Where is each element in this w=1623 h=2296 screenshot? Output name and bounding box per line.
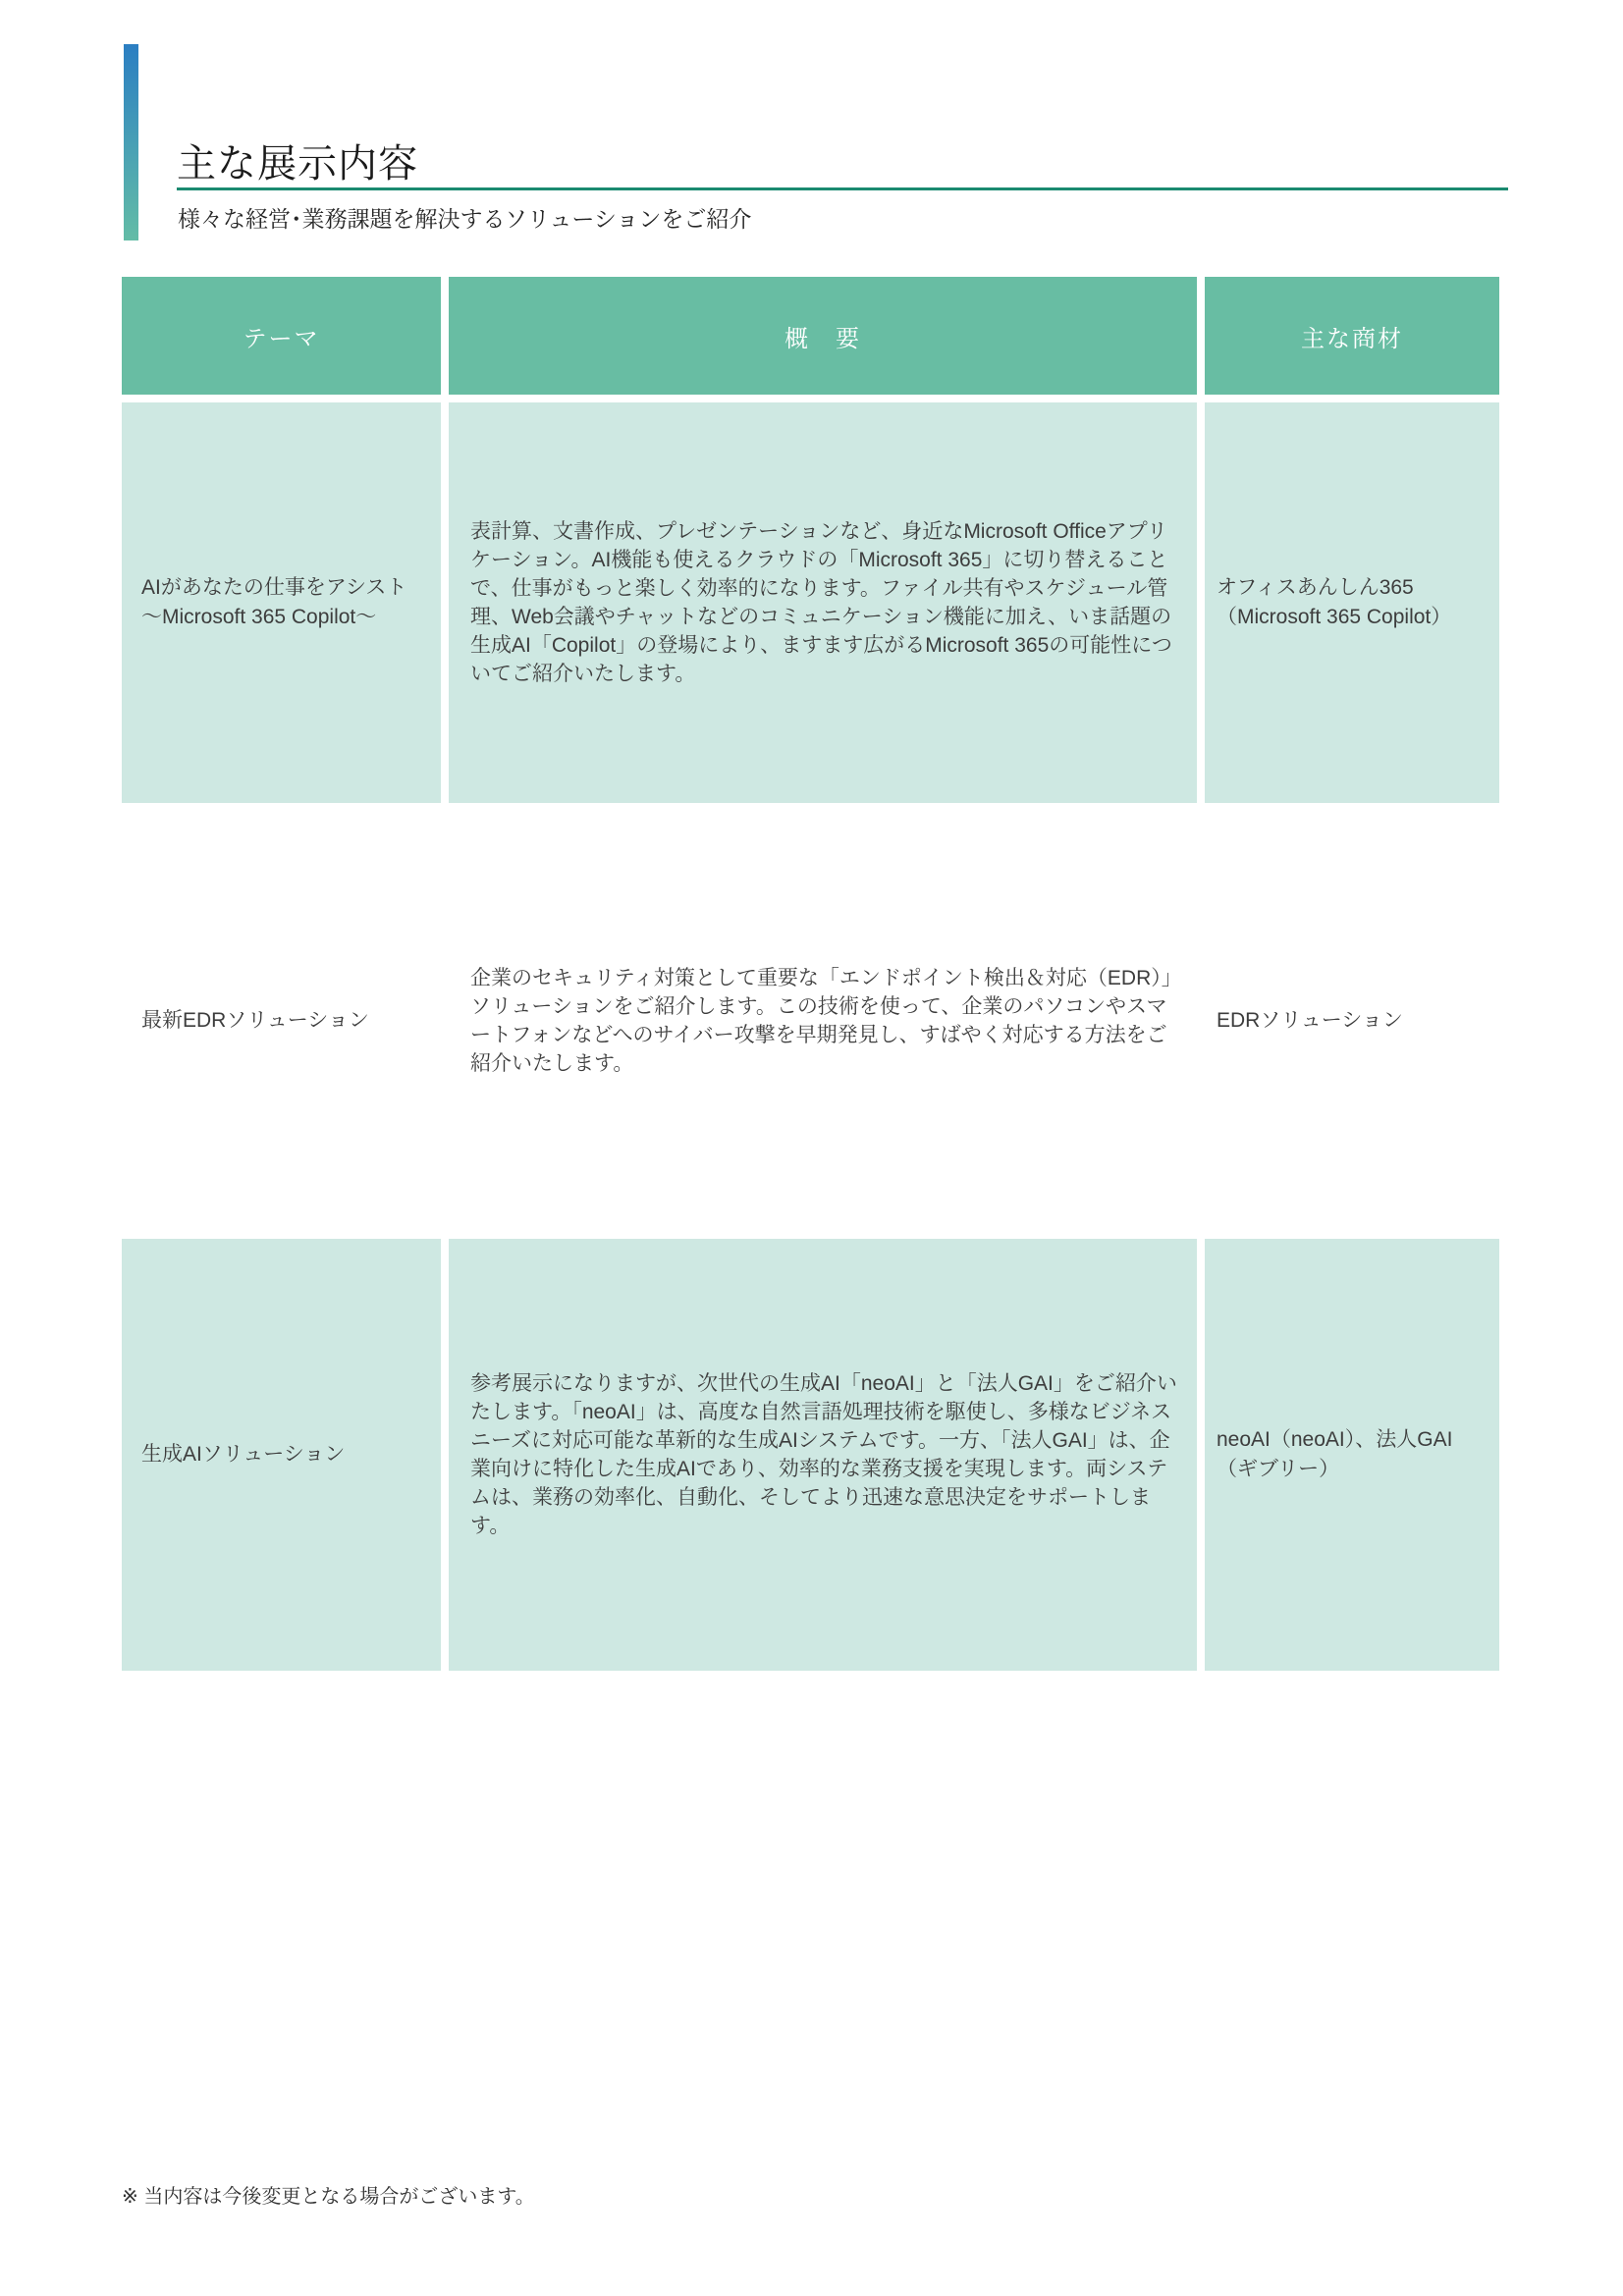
header-label-theme: テーマ — [243, 325, 320, 352]
header-cell-products — [1205, 277, 1499, 395]
title-accent-bar — [124, 44, 138, 240]
header-cell-overview — [449, 277, 1197, 395]
row-3-overview-text: 参考展示になりますが、次世代の生成AI「neoAI」と「法人GAI」をご紹介いたします。「neoAI」は、高度な自然言語処理技術を駆使し、多様なビジネスニーズに対応可能な革新的な生成AIシステムです。一方、「法人GAI」は、企業向けに特化した生成AIであり、効率的な業務支援を実現します。両システムは、業務の効率化、自動化、そしてより迅速な意思決定をサポートします。 — [470, 1372, 1177, 1537]
table-row-1-theme-cell — [122, 402, 441, 803]
table-row-3-theme-cell — [122, 1239, 441, 1671]
row-3-theme-text: 生成AIソリューション — [141, 1443, 346, 1466]
table-row-3-products-cell — [1205, 1239, 1499, 1671]
change-disclaimer-note: ※ 当内容は今後変更となる場合がございます。 — [122, 2186, 535, 2208]
row-1-products-text: オフィスあんしん365（Microsoft 365 Copilot） — [1217, 576, 1452, 628]
table-row-2-overview-cell — [449, 811, 1197, 1231]
table-row-2-theme-cell — [122, 811, 441, 1231]
table-row-1-overview-cell — [449, 402, 1197, 803]
row-1-theme-text: AIがあなたの仕事をアシスト ～Microsoft 365 Copilot～ — [141, 576, 428, 628]
table-row-3-overview-cell — [449, 1239, 1197, 1671]
row-3-products-text: neoAI（neoAI）、法人GAI（ギブリー） — [1217, 1428, 1453, 1480]
row-1-overview-text: 表計算、文書作成、プレゼンテーションなど、身近なMicrosoft Officeアプリケーション。AI機能も使えるクラウドの「Microsoft 365」に切り替えることで、仕事がもっと楽しく効率的になります。ファイル共有やスケジュール管理、Web会議やチャットなどのコミュニケーション機能に加え、いま話題の生成AI「Copilot」の登場により、ますます広がるMicrosoft 365の可能性についてご紹介いたします。 — [470, 520, 1172, 685]
row-2-products-text: EDRソリューション — [1217, 1009, 1403, 1032]
table-row-2-products-cell — [1205, 811, 1499, 1231]
page-subtitle: 様々な経営･業務課題を解決するソリューションをご紹介 — [178, 206, 752, 232]
exhibit-table — [122, 277, 1499, 1671]
row-2-overview-text: 企業のセキュリティ対策として重要な「エンドポイント検出＆対応（EDR）」ソリューションをご紹介します。この技術を使って、企業のパソコンやスマートフォンなどへのサイバー攻撃を早期発見し、すばやく対応する方法をご紹介いたします。 — [470, 967, 1172, 1075]
title-underline — [177, 187, 1508, 190]
header-label-products: 主な商材 — [1301, 325, 1403, 352]
header-label-overview: 概 要 — [784, 325, 861, 352]
header-cell-theme — [122, 277, 441, 395]
page-title: 主な展示内容 — [177, 141, 418, 186]
row-2-theme-text: 最新EDRソリューション — [141, 1009, 369, 1032]
table-row-1-products-cell — [1205, 402, 1499, 803]
